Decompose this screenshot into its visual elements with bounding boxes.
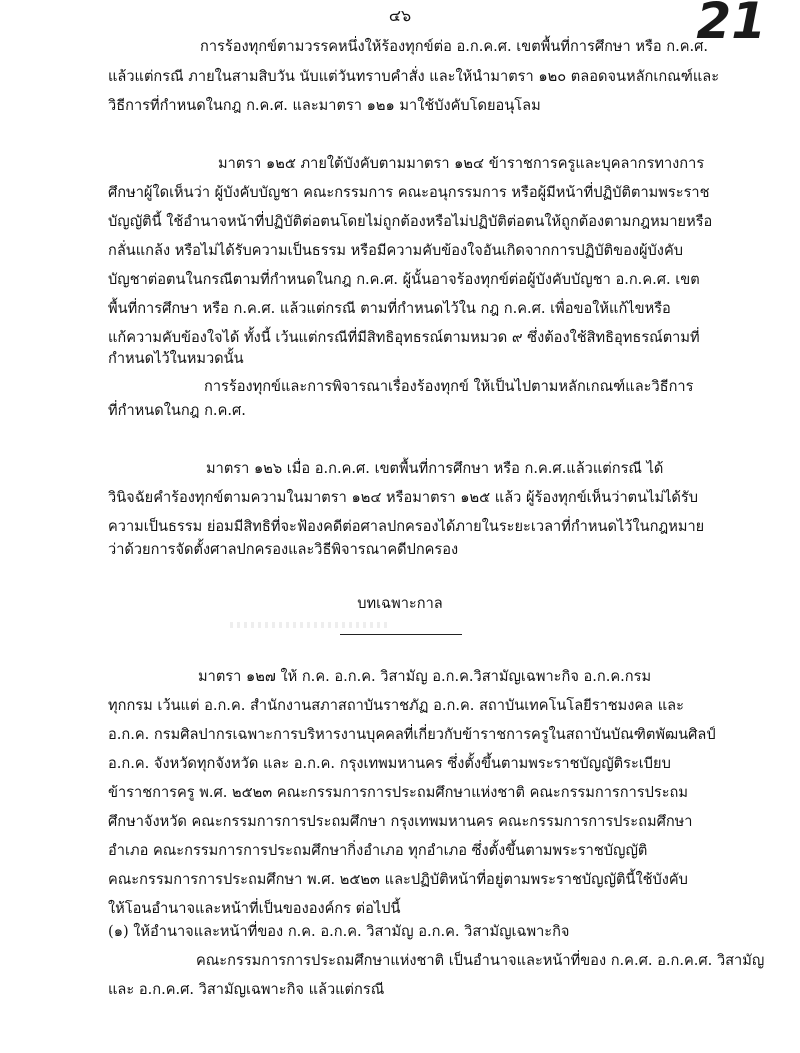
text-line: ทุกกรม เว้นแต่ อ.ก.ค. สำนักงานสภาสถาบันราชภัฏ อ.ก.ค. สถาบันเทคโนโลยีราชมงคล และ: [108, 697, 684, 714]
section-125-heading-line: มาตรา ๑๒๕ ภายใต้บังคับตามมาตรา ๑๒๔ ข้าราชการครูและบุคลากรทางการ: [218, 155, 705, 172]
text-line: บัญญัตินี้ ใช้อำนาจหน้าที่ปฏิบัติต่อตนโดยไม่ถูกต้องหรือไม่ปฏิบัติต่อตนให้ถูกต้องตามกฎหมายหรือ: [108, 213, 713, 230]
text-line: อ.ก.ค. กรมศิลปากรเฉพาะการบริหารงานบุคคลที่เกี่ยวกับข้าราชการครูในสถาบันบัณฑิตพัฒนศิลป์: [108, 726, 716, 743]
text-line: ศึกษาจังหวัด คณะกรรมการการประถมศึกษา กรุงเทพมหานคร คณะกรรมการการประถมศึกษา: [108, 813, 693, 830]
text-line: กำหนดไว้ในหมวดนั้น: [108, 350, 244, 367]
text-line: อำเภอ คณะกรรมการการประถมศึกษากิ่งอำเภอ ทุกอำเภอ ซึ่งตั้งขึ้นตามพระราชบัญญัติ: [108, 842, 648, 859]
text-line: การร้องทุกข์ตามวรรคหนึ่งให้ร้องทุกข์ต่อ อ.ก.ค.ศ. เขตพื้นที่การศึกษา หรือ ก.ค.ศ.: [200, 38, 709, 55]
item-1-line: คณะกรรมการการประถมศึกษาแห่งชาติ เป็นอำนาจและหน้าที่ของ ก.ค.ศ. อ.ก.ค.ศ. วิสามัญ: [196, 952, 765, 969]
text-line: ว่าด้วยการจัดตั้งศาลปกครองและวิธีพิจารณาคดีปกครอง: [108, 541, 459, 558]
page-number: ๔๖: [388, 6, 412, 25]
text-line: วินิจฉัยคำร้องทุกข์ตามความในมาตรา ๑๒๔ หรือมาตรา ๑๒๕ แล้ว ผู้ร้องทุกข์เห็นว่าตนไม่ได้รับ: [108, 489, 698, 506]
text-line: คณะกรรมการการประถมศึกษา พ.ศ. ๒๕๒๓ และปฏิบัติหน้าที่อยู่ตามพระราชบัญญัตินี้ใช้บังคับ: [108, 871, 688, 888]
section-127-heading-line: มาตรา ๑๒๗ ให้ ก.ค. อ.ก.ค. วิสามัญ อ.ก.ค.วิสามัญเฉพาะกิจ อ.ก.ค.กรม: [198, 668, 652, 685]
section-title: บทเฉพาะกาล: [357, 595, 443, 612]
handwritten-page-mark: 21: [696, 0, 766, 50]
text-line: ข้าราชการครู พ.ศ. ๒๕๒๓ คณะกรรมการการประถมศึกษาแห่งชาติ คณะกรรมการการประถม: [108, 784, 689, 801]
text-line: ความเป็นธรรม ย่อมมีสิทธิที่จะฟ้องคดีต่อศาลปกครองได้ภายในระยะเวลาที่กำหนดไว้ในกฎหมาย: [108, 518, 705, 535]
title-underline: [340, 634, 462, 635]
text-line: อ.ก.ค. จังหวัดทุกจังหวัด และ อ.ก.ค. กรุงเทพมหานคร ซึ่งตั้งขึ้นตามพระราชบัญญัติระเบียบ: [108, 755, 671, 772]
text-line: การร้องทุกข์และการพิจารณาเรื่องร้องทุกข์ ให้เป็นไปตามหลักเกณฑ์และวิธีการ: [204, 378, 694, 395]
text-line: แล้วแต่กรณี ภายในสามสิบวัน นับแต่วันทราบคำสั่ง และให้นำมาตรา ๑๒๐ ตลอดจนหลักเกณฑ์และ: [108, 68, 720, 85]
text-line: พื้นที่การศึกษา หรือ ก.ค.ศ. แล้วแต่กรณี ตามที่กำหนดไว้ใน กฎ ก.ค.ศ. เพื่อขอให้แก้ไขหรือ: [108, 300, 671, 317]
text-line: กลั่นแกล้ง หรือไม่ได้รับความเป็นธรรม หรือมีความคับข้องใจอันเกิดจากการปฏิบัติของผู้บังคับ: [108, 242, 683, 259]
text-line: วิธีการที่กำหนดในกฎ ก.ค.ศ. และมาตรา ๑๒๑ มาใช้บังคับโดยอนุโลม: [108, 97, 541, 114]
text-line: บัญชาต่อตนในกรณีตามที่กำหนดในกฎ ก.ค.ศ. ผู้นั้นอาจร้องทุกข์ต่อผู้บังคับบัญชา อ.ก.ค.ศ. เขต: [108, 271, 700, 288]
text-line: และ อ.ก.ค.ศ. วิสามัญเฉพาะกิจ แล้วแต่กรณี: [108, 981, 385, 998]
section-126-heading-line: มาตรา ๑๒๖ เมื่อ อ.ก.ค.ศ. เขตพื้นที่การศึกษา หรือ ก.ค.ศ.แล้วแต่กรณี ได้: [206, 460, 664, 477]
text-line: ให้โอนอำนาจและหน้าที่เป็นขององค์กร ต่อไปนี้: [108, 900, 401, 917]
text-line: ที่กำหนดในกฎ ก.ค.ศ.: [108, 402, 246, 419]
text-line: ศึกษาผู้ใดเห็นว่า ผู้บังคับบัญชา คณะกรรมการ คณะอนุกรรมการ หรือผู้มีหน้าที่ปฏิบัติตามพระราช: [108, 184, 710, 201]
text-line: (๑) ให้อำนาจและหน้าที่ของ ก.ค. อ.ก.ค. วิสามัญ อ.ก.ค. วิสามัญเฉพาะกิจ: [108, 923, 570, 940]
text-line: แก้ความคับข้องใจได้ ทั้งนี้ เว้นแต่กรณีที่มีสิทธิอุทธรณ์ตามหมวด ๙ ซึ่งต้องใช้สิทธิอุทธรณ์ตามที่: [108, 329, 700, 346]
scan-smudge: [230, 622, 390, 628]
